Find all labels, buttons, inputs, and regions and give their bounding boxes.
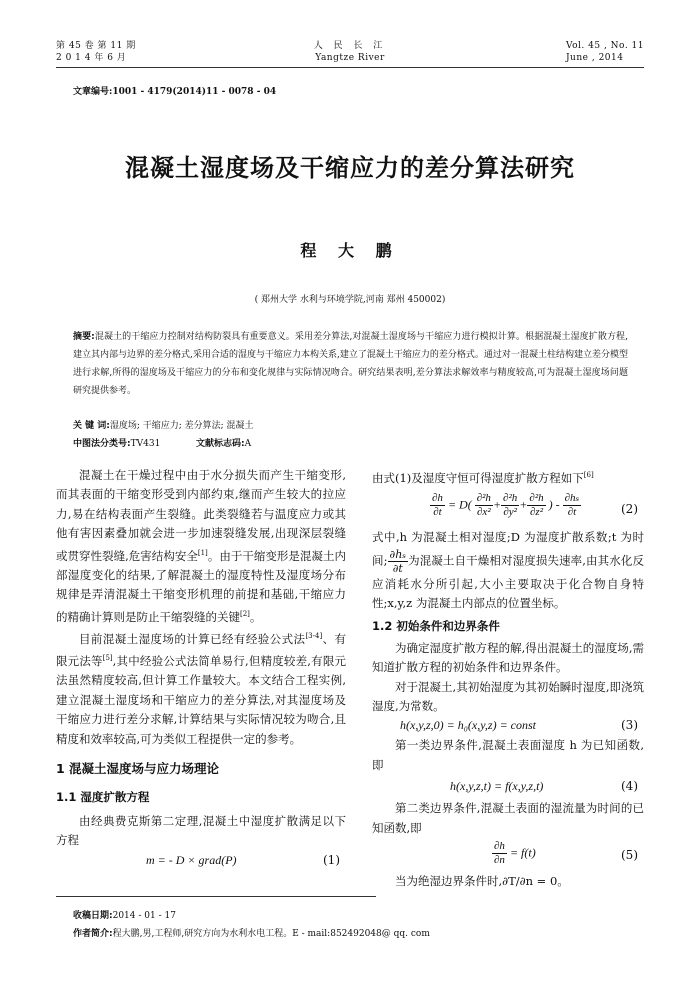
frac <box>492 840 507 867</box>
header-vol-no: Vol. 45 , No. 11 <box>565 41 644 51</box>
abstract-text: 混凝土的干缩应力控制对结构防裂具有重要意义。采用差分算法,对混凝土湿度场与干缩应力进行模拟计算。根据混凝土湿度扩散方程,建立其内部与边界的差分格式,采用合适的湿度与干缩应力本构关系,建立了混凝土干缩应力的差分格式。通过对一混凝土柱结构建立差分模型进行求解,所得的湿度场及干缩应力的分布和变化规律与实际情况吻合。研究结果表明,差分算法求解效率与精度较高,可为混凝土湿度场问题研究提供参考。 <box>73 332 628 396</box>
right-paragraph-2 <box>372 528 644 613</box>
left-paragraph-1 <box>56 466 346 627</box>
frac-num: ∂²h <box>476 492 491 505</box>
frac-den: ∂z² <box>530 506 544 519</box>
p1-text: 混凝土在干燥过程中由于水分损失而产生干缩变形,而其表面的干缩变形受到内部约束,继而产生较大的拉应力,易在结构表面产生裂缝。此类裂缝若与温度应力或其他有害因素叠加就会进一步加速裂缝发展,出现深层裂缝或贯穿性裂缝,危害结构安全 <box>56 468 346 563</box>
citation: [5] <box>102 654 113 663</box>
header-date: 2 0 1 4 年 6 月 <box>56 53 127 63</box>
frac <box>527 492 545 519</box>
right-paragraph-5: 第一类边界条件,混凝土表面湿度 h 为已知函数,即 <box>372 738 644 772</box>
equation-4-number: (4) <box>621 779 638 794</box>
eq-op: ) - <box>548 497 560 512</box>
classification <box>73 436 251 449</box>
frac-den: ∂t <box>433 506 442 519</box>
p1-end: 。 <box>249 609 262 624</box>
p2a: 目前混凝土湿度场的计算已经有经验公式法 <box>79 631 306 646</box>
eq-rhs: = f(t) <box>509 845 536 860</box>
citation: [2] <box>240 609 250 618</box>
right-paragraph-3: 为确定湿度扩散方程的解,得出混凝土的湿度场,需知道扩散方程的初始条件和边界条件。 <box>372 640 644 675</box>
right-column <box>372 466 644 892</box>
header-journal <box>300 40 400 64</box>
doc-code: A <box>244 439 252 449</box>
clc-label: 中图法分类号: <box>73 439 131 449</box>
frac-num: ∂h <box>494 840 505 853</box>
received-date: 2014 - 01 - 17 <box>112 911 176 921</box>
equation-5 <box>372 838 644 872</box>
affiliation: ( 郑州大学 水利与环境学院,河南 郑州 450002) <box>254 295 446 305</box>
article-id: 文章编号:1001 - 4179(2014)11 - 0078 - 04 <box>73 87 277 97</box>
equation-5-number: (5) <box>621 848 638 863</box>
section-heading-1-1: 1.1 湿度扩散方程 <box>56 790 150 805</box>
equation-2-body: $\frac{\partial h}{\partial t}$ = D( $\frac{\text{∂²h}}{\text{∂x²}}$ + $\frac{\text{∂²h}}{\text{∂y²}}$ + $\frac{\text{∂²h}}{\text{∂z²}}$ ) - $\frac{\text{∂hₛ}}{\partial t}$ <box>432 492 580 519</box>
header-volume-issue: 第 45 卷 第 11 期 <box>56 41 136 51</box>
eq-op: = D( <box>447 497 472 512</box>
frac-den: ∂y² <box>503 506 517 519</box>
equation-2 <box>372 490 644 528</box>
equation-2-number: (2) <box>621 502 638 517</box>
doc-label: 文献标志码: <box>196 439 245 449</box>
section-heading-1-2: 1.2 初始条件和边界条件 <box>372 619 500 634</box>
frac-num: ∂hₛ <box>564 492 580 505</box>
citation: [6] <box>583 471 594 479</box>
equation-3 <box>372 716 644 736</box>
equation-3-number: (3) <box>621 718 638 733</box>
frac <box>388 548 408 575</box>
equation-1-body: m = - D × grad(P) <box>146 852 237 867</box>
equation-5-body <box>492 840 536 867</box>
frac <box>501 492 519 519</box>
citation: [3-4] <box>305 631 323 640</box>
abstract-label: 摘要: <box>73 332 95 342</box>
p1-tail: 。由于干缩变形是混凝土内部湿度变化的结果,了解混凝土的湿度特性及湿度场分布规律是弄清混凝土干缩变形机理的前提和基础,干缩应力的精确计算则是防止干缩裂缝的关键 <box>56 548 346 624</box>
author-name: 程 大 鹏 <box>300 241 400 260</box>
citation: [1] <box>197 548 208 557</box>
equation-4 <box>372 777 644 799</box>
left-column <box>56 466 346 871</box>
abstract <box>73 328 628 400</box>
frac <box>563 492 582 519</box>
equation-1-number: (1) <box>323 852 340 867</box>
right-paragraph-4: 对于混凝土,其初始湿度为其初始瞬时湿度,即浇筑湿度,为常数。 <box>372 679 644 714</box>
equation-3-body: h(x,y,z,0) = h₀(x,y,z) = const <box>400 718 537 733</box>
rp1-text: 由式(1)及湿度守恒可得湿度扩散方程如下 <box>372 470 584 485</box>
page-title: 混凝土湿度场及干缩应力的差分算法研究 <box>125 154 575 182</box>
header-month: June , 2014 <box>565 53 624 63</box>
keywords-text: 湿度场; 干缩应力; 差分算法; 混凝土 <box>109 421 254 431</box>
frac-den: ∂t <box>392 561 403 575</box>
footnote-received <box>73 908 176 921</box>
header-vol-en <box>566 40 644 64</box>
received-label: 收稿日期: <box>73 911 113 921</box>
right-paragraph-6: 第二类边界条件,混凝土表面的湿流量为时间的已知函数,即 <box>372 801 644 835</box>
section-heading-1: 1 混凝土湿度场与应力场理论 <box>56 761 220 776</box>
bio-label: 作者简介: <box>73 929 113 939</box>
equation-1 <box>56 851 346 871</box>
header-journal-cn: 人 民 长 江 <box>313 41 387 51</box>
rp2b-text: 为混凝土自干燥相对湿度损失速率,由其水化反应消耗水分所引起,大小主要取决于化合物自身特性;x,y,z 为混凝土内部点的位置坐标。 <box>372 553 645 611</box>
frac-num: ∂h <box>432 492 443 505</box>
header-rule <box>56 67 644 68</box>
header-journal-en: Yangtze River <box>315 53 385 63</box>
frac-num: ∂hₛ <box>389 547 406 561</box>
footnote-rule <box>56 896 376 897</box>
equation-4-body: h(x,y,z,t) = f(x,y,z,t) <box>450 779 544 794</box>
frac-den: ∂n <box>494 854 505 867</box>
keywords-label: 关 键 词: <box>73 421 110 431</box>
clc-code: TV431 <box>130 439 161 449</box>
p2c: ,其中经验公式法简单易行,但精度较差,有限元法虽然精度较高,但计算工作量较大。本文结合工程实例,建立混凝土湿度场和干缩应力的差分算法,对其湿度场及干缩应力进行差分求解,计算结果与实际情况较为吻合,且精度和效率较高,可为类似工程提供一定的参考。 <box>56 653 347 746</box>
keywords <box>73 418 254 431</box>
frac-den: ∂t <box>567 506 577 519</box>
header-volume <box>56 40 136 64</box>
rp2-text: 式中,h 为混凝土相对湿度;D 为湿度扩散系数;t 为时间; <box>372 530 644 568</box>
right-paragraph-7: 当为绝湿边界条件时,∂T/∂n = 0。 <box>395 874 569 889</box>
bio-text: 程大鹏,男,工程师,研究方向为水利水电工程。E - mail:852492048@ qq. com <box>112 929 430 939</box>
left-paragraph-3: 由经典费克斯第二定理,混凝土中湿度扩散满足以下方程 <box>56 813 346 848</box>
right-paragraph-1 <box>372 466 644 488</box>
footnote-bio <box>73 926 430 939</box>
frac <box>475 492 493 519</box>
frac-num: ∂²h <box>503 492 518 505</box>
frac <box>430 492 445 519</box>
frac-num: ∂²h <box>529 492 544 505</box>
left-paragraph-2 <box>56 627 346 749</box>
p2b: 、有限元法等 <box>56 631 347 668</box>
frac-den: ∂x² <box>477 506 491 519</box>
